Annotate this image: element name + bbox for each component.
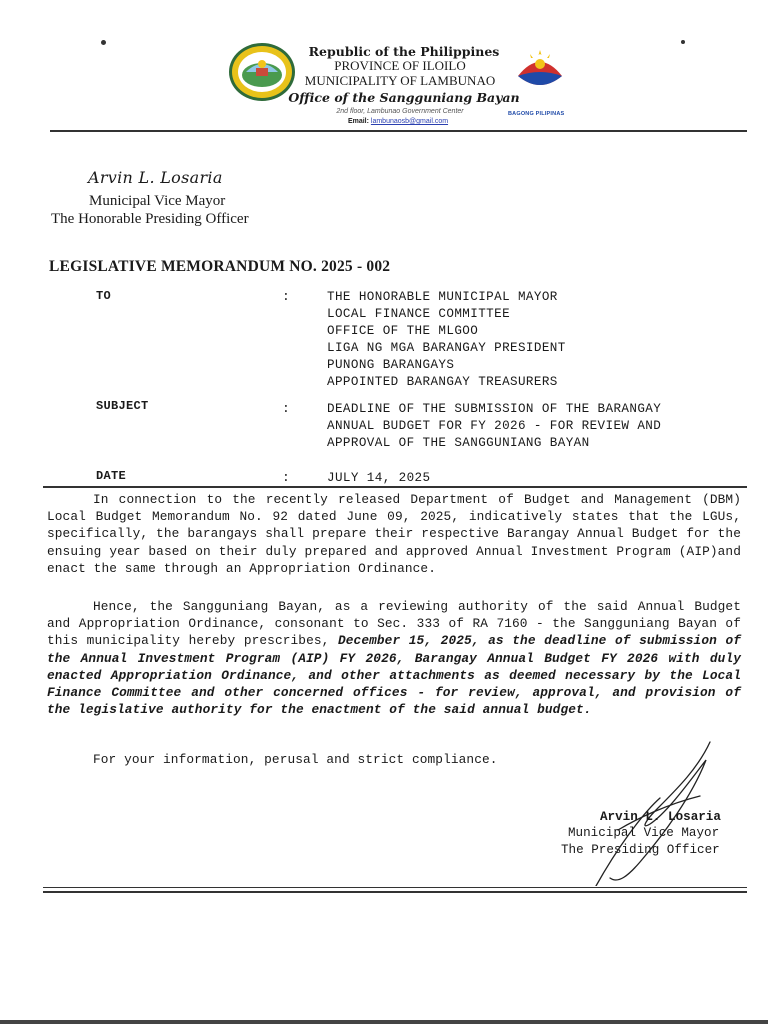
recipient: THE HONORABLE MUNICIPAL MAYOR xyxy=(327,290,558,304)
subject-text xyxy=(327,401,661,452)
header-rule xyxy=(50,130,747,132)
date-label: DATE xyxy=(96,469,127,483)
subject-label: SUBJECT xyxy=(96,399,149,413)
signatory-position: Municipal Vice Mayor xyxy=(568,826,720,840)
footer-rule-top xyxy=(43,887,747,888)
province-line: PROVINCE OF ILOILO xyxy=(334,58,466,73)
recipient: LIGA NG MGA BARANGAY PRESIDENT xyxy=(327,341,566,355)
subject-line: DEADLINE OF THE SUBMISSION OF THE BARANGAY xyxy=(327,402,662,416)
to-recipients xyxy=(327,289,566,391)
signatory-name: Arvin L. Losaria xyxy=(600,810,721,824)
to-colon: : xyxy=(282,289,290,304)
paragraph-2-deadline: December 15, 2025, as the deadline of submission of the Annual Investment Program (AIP) FY 2026, Barangay Annual Budget FY 2026 with duly enacted Appropriation Ordinance, and other attachments as deemed necessary by the Local Finance Committee and other concerned offices - for review, approval, and provision of the legislative authority for the enactment of the said annual budget. xyxy=(47,633,742,718)
scan-edge xyxy=(0,1020,768,1024)
paragraph-1 xyxy=(47,491,741,577)
footer-rule-bottom xyxy=(43,891,747,893)
date-value: JULY 14, 2025 xyxy=(327,471,431,485)
email-label: Email: xyxy=(347,118,369,125)
paragraph-3-text: For your information, perusal and strict compliance. xyxy=(93,752,498,767)
address-line: 2nd floor, Lambunao Government Center xyxy=(336,108,464,115)
email-link[interactable]: lambunaosb@gmail.com xyxy=(370,118,449,125)
bagong-pilipinas-label: BAGONG PILIPINAS xyxy=(508,111,565,117)
recipient: LOCAL FINANCE COMMITTEE xyxy=(327,307,511,321)
signatory-title: The Presiding Officer xyxy=(561,843,720,857)
author-signature: Arvin L. Losaria xyxy=(88,168,223,187)
date-rule xyxy=(43,486,747,488)
office-line: Office of the Sangguniang Bayan xyxy=(288,90,520,105)
author-position: Municipal Vice Mayor xyxy=(89,193,226,209)
paragraph-1-text: In connection to the recently released Department of Budget and Management (DBM) Local Budget Memorandum No. 92 dated June 09, 2025, indicatively states that the LGUs, specifically, the barangays shall prepare their respective Barangay Annual Budget for the ensuing year based on their duly prepared and approved Annual Investment Program (AIP)and enact the same through an Appropriation Ordinance. xyxy=(47,492,741,576)
bagong-pilipinas-logo-icon xyxy=(512,46,568,96)
to-label: TO xyxy=(96,289,112,303)
recipient: APPOINTED BARANGAY TREASURERS xyxy=(327,375,558,389)
date-colon: : xyxy=(282,470,290,485)
republic-line: Republic of the Philippines xyxy=(308,44,500,59)
recipient: OFFICE OF THE MLGOO xyxy=(327,324,479,338)
subject-line: ANNUAL BUDGET FOR FY 2026 - FOR REVIEW AND xyxy=(327,419,662,433)
recipient: PUNONG BARANGAYS xyxy=(327,358,455,372)
paragraph-2 xyxy=(47,598,741,718)
subject-line: APPROVAL OF THE SANGGUNIANG BAYAN xyxy=(327,436,590,450)
subject-colon: : xyxy=(282,401,290,416)
email-line xyxy=(14,118,768,125)
author-title: The Honorable Presiding Officer xyxy=(51,211,249,227)
paragraph-2-text: Hence, the Sangguniang Bayan, as a reviewing authority of the said Annual Budget and Appropriation Ordinance, consonant to Sec. 333 of RA 7160 - the Sangguniang Bayan of this municipality hereby prescribes, xyxy=(47,599,741,649)
municipality-line: MUNICIPALITY OF LAMBUNAO xyxy=(304,73,496,88)
memo-heading: LEGISLATIVE MEMORANDUM NO. 2025 - 002 xyxy=(49,258,391,275)
